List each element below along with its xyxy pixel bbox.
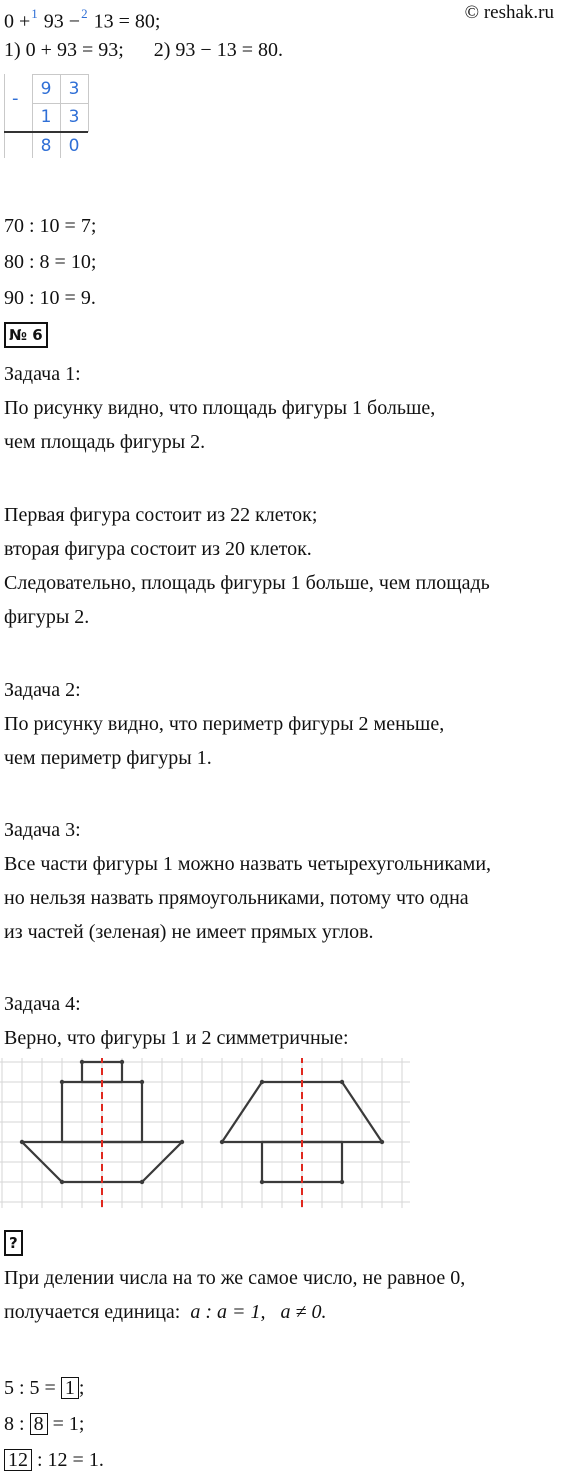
text-line: По рисунку видно, что периметр фигуры 2 меньше,: [4, 713, 445, 735]
text-line: Первая фигура состоит из 22 клеток;: [4, 504, 318, 526]
column-subtraction: [4, 74, 88, 158]
example-line: [4, 1412, 84, 1436]
digit: 3: [68, 107, 80, 127]
digit: 0: [68, 136, 80, 156]
division-line: 80 : 8 = 10;: [4, 251, 97, 273]
example-part: : 12 = 1.: [37, 1449, 104, 1471]
text-line: чем площадь фигуры 2.: [4, 431, 206, 453]
symmetric-figures-drawing: [0, 1058, 420, 1214]
task-heading: Задача 3:: [4, 819, 81, 841]
text-line: но нельзя назвать прямоугольниками, потому что одна: [4, 887, 469, 909]
example-part: 5 : 5 =: [4, 1377, 56, 1399]
minus-sign: -: [12, 88, 19, 109]
digit: 1: [40, 107, 52, 127]
step-index: 2: [81, 6, 88, 21]
question-badge: ?: [4, 1230, 23, 1256]
digit: 9: [40, 79, 52, 99]
answer-box: 12: [4, 1449, 32, 1471]
digit: 3: [68, 79, 80, 99]
text-line: вторая фигура состоит из 20 клеток.: [4, 538, 312, 560]
step-index: 1: [31, 6, 38, 21]
text-line: чем периметр фигуры 1.: [4, 747, 212, 769]
text-line: Следовательно, площадь фигуры 1 больше, чем площадь: [4, 572, 490, 594]
example-line: [4, 1376, 84, 1400]
rule-condition: a ≠ 0.: [280, 1301, 327, 1323]
example-part: ;: [78, 1377, 85, 1399]
division-line: 70 : 10 = 7;: [4, 215, 97, 237]
answer-box: 1: [61, 1377, 79, 1399]
example-part: = 1;: [52, 1413, 85, 1435]
text-line: фигуры 2.: [4, 606, 90, 628]
division-line: 90 : 10 = 9.: [4, 287, 96, 309]
eq-part: 93 −: [43, 10, 81, 33]
eq-part: 13 = 80;: [93, 10, 161, 33]
answer-box: 8: [30, 1413, 48, 1435]
rule-line: [4, 1300, 326, 1324]
rule-text: получается единица:: [4, 1301, 181, 1323]
text-line: По рисунку видно, что площадь фигуры 1 больше,: [4, 397, 436, 419]
example-part: 8 :: [4, 1413, 25, 1435]
equation-steps: 1) 0 + 93 = 93; 2) 93 − 13 = 80.: [4, 39, 283, 61]
text-line: Верно, что фигуры 1 и 2 симметричные:: [4, 1027, 349, 1049]
rule-formula: a : a = 1,: [190, 1301, 266, 1323]
digit: 8: [40, 136, 52, 156]
task-heading: Задача 4:: [4, 993, 81, 1015]
text-line: из частей (зеленая) не имеет прямых углов.: [4, 921, 374, 943]
task-heading: Задача 1:: [4, 363, 81, 385]
task-heading: Задача 2:: [4, 679, 81, 701]
eq-part: 0 +: [4, 10, 31, 33]
equation-top: [4, 4, 160, 34]
text-line: Все части фигуры 1 можно назвать четырехугольниками,: [4, 853, 492, 875]
text-line: При делении числа на то же самое число, не равное 0,: [4, 1267, 466, 1289]
source-label: © reshak.ru: [464, 2, 554, 23]
exercise-number-badge: № 6: [4, 322, 48, 348]
example-line: [4, 1448, 104, 1472]
